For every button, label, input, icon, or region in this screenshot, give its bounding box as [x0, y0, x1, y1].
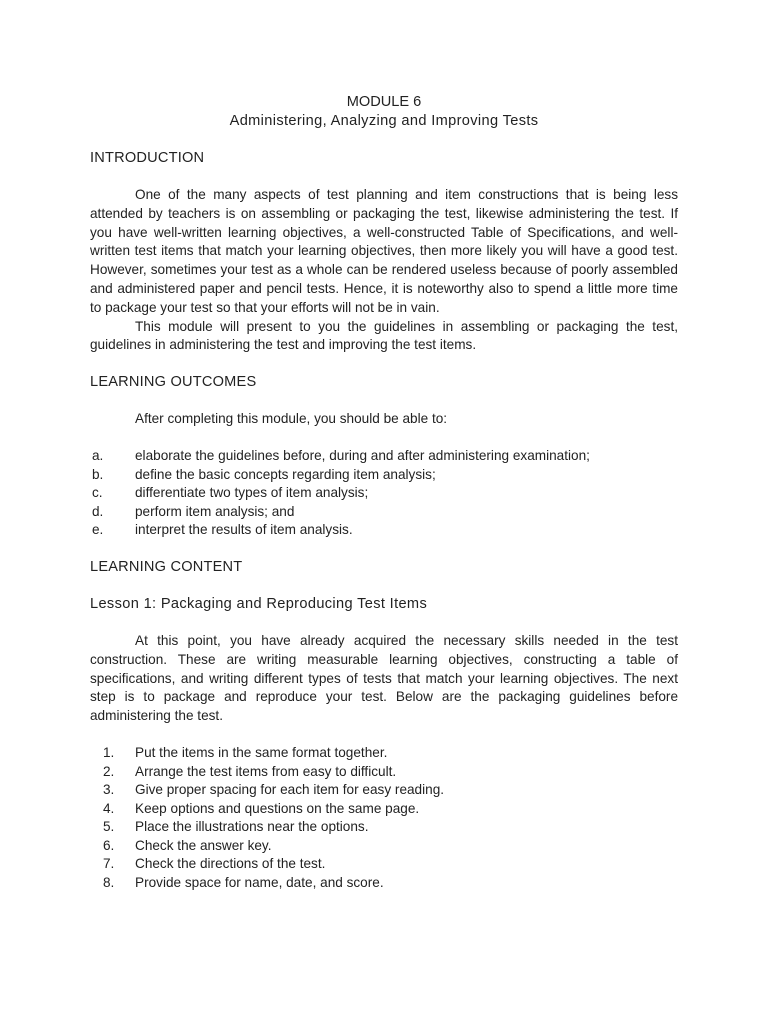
list-item	[90, 837, 678, 856]
lesson-paragraph: At this point, you have already acquired the necessary skills needed in the test construction. These are writing measurable learning objectives, constructing a table of specifications, and writing different types of tests that match your learning objectives. The next step is to package and reproduce your test. Below are the packaging guidelines before administering the test.	[90, 632, 678, 724]
packaging-guidelines-list	[90, 744, 678, 893]
list-item	[90, 484, 678, 503]
spacer	[90, 614, 678, 632]
spacer	[90, 168, 678, 186]
spacer	[90, 355, 678, 373]
document-page	[90, 93, 678, 893]
list-item-text: Check the answer key.	[135, 837, 272, 853]
list-marker: 2.	[103, 763, 115, 779]
list-item-text: Arrange the test items from easy to difficult.	[135, 763, 397, 779]
module-subtitle: Administering, Analyzing and Improving Tests	[229, 113, 539, 129]
list-item	[90, 503, 678, 522]
list-item	[90, 855, 678, 874]
learning-outcomes-heading: LEARNING OUTCOMES	[90, 374, 257, 391]
list-item-text: Keep options and questions on the same page.	[135, 800, 420, 816]
list-item-text: perform item analysis; and	[135, 503, 295, 519]
list-item	[90, 874, 678, 893]
introduction-paragraph-1: One of the many aspects of test planning and item constructions that is being less attended by teachers is on assembling or packaging the test, likewise administering the test. If you have well-written learning objectives, a well-constructed Table of Specifications, and well-written test items that match your learning objectives, then more likely you will have a good test. However, sometimes your test as a whole can be rendered useless because of poorly assembled and administered paper and pencil tests. Hence, it is noteworthy also to spend a little more time to package your test so that your efforts will not be in vain.	[90, 187, 678, 315]
list-item	[90, 763, 678, 782]
introduction-heading: INTRODUCTION	[90, 150, 205, 166]
list-item-text: differentiate two types of item analysis;	[135, 485, 369, 501]
list-marker: e.	[92, 522, 104, 538]
module-title: MODULE 6	[346, 94, 422, 110]
list-item	[90, 521, 678, 540]
list-item-text: elaborate the guidelines before, during and after administering examination;	[135, 447, 590, 463]
introduction-paragraph-2: This module will present to you the guidelines in assembling or packaging the test, guidelines in administering the test and improving the test items.	[90, 318, 678, 353]
list-item	[90, 447, 678, 466]
spacer	[90, 392, 678, 410]
list-item-text: Give proper spacing for each item for easy reading.	[135, 782, 445, 798]
learning-outcomes-intro: After completing this module, you should be able to:	[135, 411, 448, 427]
spacer	[90, 429, 678, 447]
list-marker: b.	[92, 466, 104, 482]
spacer	[90, 131, 678, 149]
list-item	[90, 818, 678, 837]
list-item-text: Put the items in the same format together.	[135, 744, 388, 760]
list-item-text: interpret the results of item analysis.	[135, 522, 353, 538]
list-item	[90, 781, 678, 800]
list-item-text: Check the directions of the test.	[135, 856, 326, 872]
list-marker: 7.	[103, 856, 115, 872]
lesson-heading: Lesson 1: Packaging and Reproducing Test Items	[90, 595, 428, 612]
list-marker: d.	[92, 503, 104, 519]
learning-content-heading: LEARNING CONTENT	[90, 558, 243, 575]
list-item-text: Provide space for name, date, and score.	[135, 875, 384, 891]
list-item	[90, 466, 678, 485]
list-item	[90, 744, 678, 763]
list-marker: 4.	[103, 800, 115, 816]
list-item-text: Place the illustrations near the options.	[135, 819, 369, 835]
list-marker: 8.	[103, 875, 115, 891]
list-marker: c.	[92, 485, 103, 501]
list-marker: 6.	[103, 837, 115, 853]
list-item-text: define the basic concepts regarding item analysis;	[135, 466, 436, 482]
list-marker: a.	[92, 447, 104, 463]
list-item	[90, 800, 678, 819]
list-marker: 1.	[103, 744, 115, 760]
learning-outcomes-list	[90, 447, 678, 540]
list-marker: 3.	[103, 782, 115, 798]
list-marker: 5.	[103, 819, 115, 835]
spacer	[90, 540, 678, 558]
spacer	[90, 726, 678, 744]
spacer	[90, 577, 678, 595]
